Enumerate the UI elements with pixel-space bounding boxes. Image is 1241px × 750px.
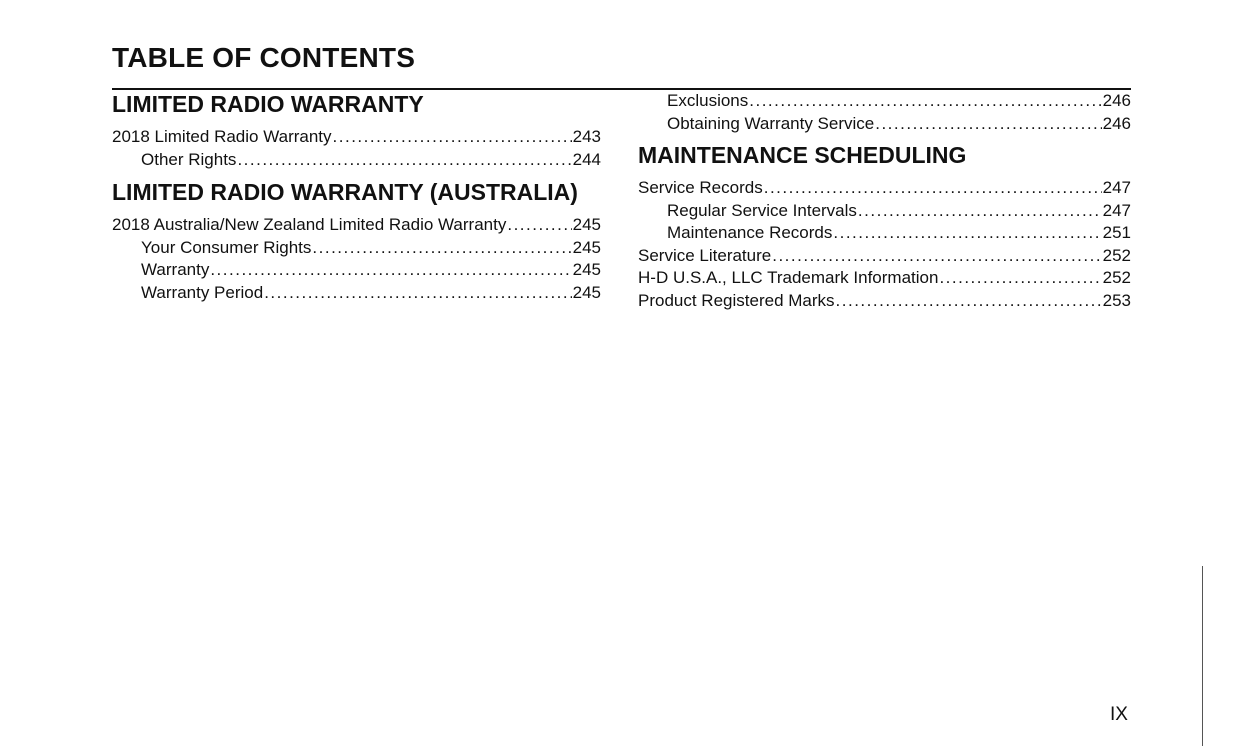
toc-entry-label: 2018 Australia/New Zealand Limited Radio Warranty (112, 215, 507, 234)
dot-leader (836, 290, 1102, 313)
dot-leader (312, 237, 571, 260)
dot-leader (264, 282, 571, 305)
toc-entry-label: Product Registered Marks (638, 290, 835, 310)
toc-entry-maintenance-records[interactable] (638, 222, 1131, 245)
dot-leader (237, 149, 571, 172)
toc-entry-limited-radio-warranty-2018[interactable] (112, 126, 601, 149)
dot-leader (507, 214, 571, 237)
toc-entry-label: Maintenance Records (667, 223, 833, 242)
toc-entry-label: 2018 Limited Radio Warranty (112, 127, 332, 146)
toc-right-column (638, 90, 1131, 312)
toc-entry-australia-nz-warranty[interactable] (112, 214, 601, 237)
toc-entry-page: 245 (572, 260, 601, 279)
dot-leader (749, 90, 1101, 113)
toc-entry-label: Regular Service Intervals (667, 200, 857, 220)
toc-entry-label: Warranty Period (141, 282, 264, 302)
dot-leader (210, 259, 571, 282)
dot-leader (764, 177, 1102, 200)
dot-leader (833, 222, 1101, 245)
toc-entry-page: 247 (1102, 200, 1131, 220)
section-heading-limited-radio-warranty-australia: LIMITED RADIO WARRANTY (AUSTRALIA) (112, 179, 578, 205)
toc-entry-page: 246 (1102, 113, 1131, 133)
page-number: IX (1110, 704, 1128, 725)
toc-entry-exclusions[interactable] (638, 90, 1131, 113)
toc-entry-label: Service Literature (638, 245, 772, 265)
section-heading-limited-radio-warranty: LIMITED RADIO WARRANTY (112, 91, 424, 117)
toc-entry-page: 252 (1102, 268, 1131, 287)
toc-entry-page: 246 (1102, 91, 1131, 110)
toc-entry-page: 245 (572, 282, 601, 302)
toc-entry-service-records[interactable] (638, 177, 1131, 200)
toc-entry-page: 243 (572, 127, 601, 146)
toc-entry-page: 247 (1102, 178, 1131, 197)
toc-entry-label: Service Records (638, 178, 763, 197)
toc-entry-trademark-information[interactable] (638, 267, 1131, 290)
toc-entry-label: Other Rights (141, 149, 237, 169)
toc-entry-warranty[interactable] (112, 259, 601, 282)
toc-entry-label: Obtaining Warranty Service (667, 113, 875, 133)
toc-entry-page: 253 (1102, 290, 1131, 310)
toc-entry-page: 245 (572, 215, 601, 234)
dot-leader (772, 245, 1101, 268)
toc-entry-product-registered-marks[interactable] (638, 290, 1131, 313)
page-title: TABLE OF CONTENTS (112, 42, 416, 73)
toc-entry-label: H-D U.S.A., LLC Trademark Information (638, 268, 939, 287)
toc-entry-page: 244 (572, 149, 601, 169)
dot-leader (858, 200, 1102, 223)
section-heading-maintenance-scheduling: MAINTENANCE SCHEDULING (638, 142, 967, 168)
toc-entry-label: Your Consumer Rights (141, 237, 312, 257)
toc-entry-regular-service-intervals[interactable] (638, 200, 1131, 223)
toc-entry-obtaining-warranty-service[interactable] (638, 113, 1131, 136)
toc-entry-label: Warranty (141, 260, 210, 279)
toc-entry-warranty-period[interactable] (112, 282, 601, 305)
toc-entry-page: 252 (1102, 245, 1131, 265)
toc-entry-label: Exclusions (667, 91, 749, 110)
page-edge-line (1202, 566, 1203, 746)
dot-leader (939, 267, 1101, 290)
toc-left-column (112, 90, 601, 304)
toc-entry-other-rights[interactable] (112, 149, 601, 172)
dot-leader (875, 113, 1101, 136)
toc-entry-page: 251 (1102, 223, 1131, 242)
toc-entry-service-literature[interactable] (638, 245, 1131, 268)
toc-entry-page: 245 (572, 237, 601, 257)
toc-entry-your-consumer-rights[interactable] (112, 237, 601, 260)
dot-leader (333, 126, 572, 149)
